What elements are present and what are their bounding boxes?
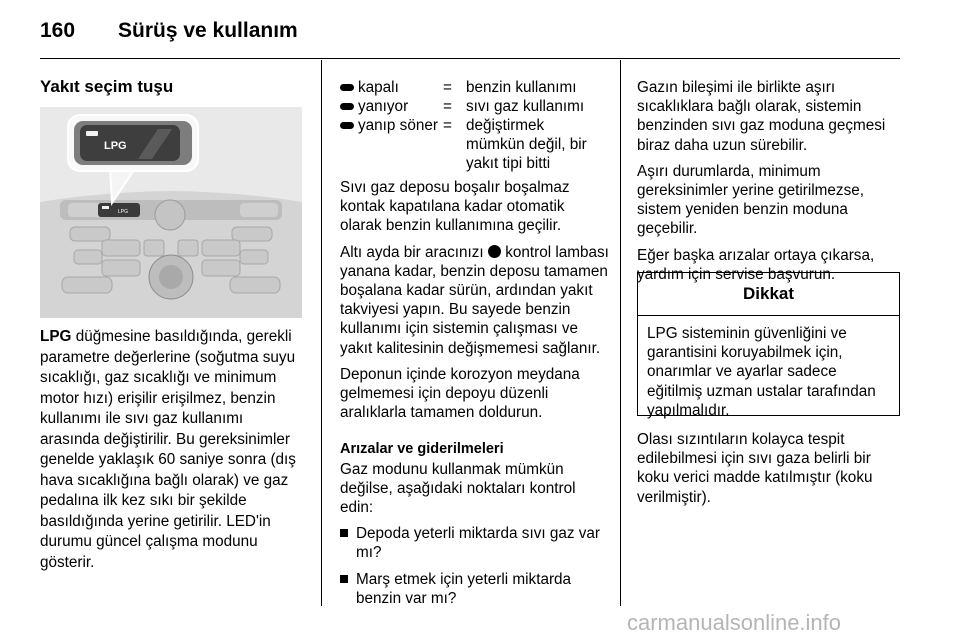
- page-title: Sürüş ve kullanım: [118, 19, 298, 42]
- legend-row-blink: [340, 116, 438, 135]
- column-3: [637, 78, 903, 284]
- bullet-text: Depoda yeterli miktarda sıvı gaz var mı?: [356, 525, 601, 562]
- legend-equals: =: [443, 79, 452, 96]
- legend-row-on: [340, 97, 408, 116]
- legend-meaning: benzin kullanımı: [466, 79, 577, 96]
- legend-state: yanıyor: [358, 98, 409, 115]
- led-legend: [340, 78, 610, 178]
- page-number: 160: [40, 19, 76, 42]
- col3-paragraph-3: Eğer başka arızalar ortaya çıkarsa, yardım için servise başvurun.: [637, 246, 875, 283]
- bullet-item: [340, 524, 610, 562]
- col2-p2-end: kontrol lambası yanana kadar, benzin deposu tamamen boşalana kadar sürün, ardından yakıt takviyesi yapın. Bu sayede benzin kullanımı için sistemin çalışması ve yakıt kalitesinin değişmemesi sağlanır.: [340, 243, 609, 357]
- header-rule: [40, 58, 900, 59]
- col2-paragraph-3: Deponun içinde korozyon meydana gelmemesi için depoyu düzenli aralıklarla tamamen doldurun.: [340, 365, 580, 422]
- legend-state: yanıp söner: [358, 117, 438, 134]
- section-title: Yakıt seçim tuşu: [40, 77, 174, 96]
- bullet-square-icon: [340, 529, 348, 537]
- led-blink-icon: [340, 122, 354, 129]
- column-1-text: [40, 327, 306, 573]
- col3-paragraph-1: Gazın bileşimi ile birlikte aşırı sıcaklıklara bağlı olarak, sistemin benzinden sıvı gaz moduna geçmesi biraz daha uzun sürebilir.: [637, 79, 886, 154]
- legend-equals: =: [443, 98, 452, 115]
- col2-paragraph-1: Sıvı gaz deposu boşalır boşalmaz kontak kapatılana kadar otomatik olarak benzin kullanımına geçilir.: [340, 179, 570, 235]
- lpg-bold-label: LPG: [40, 328, 72, 345]
- column-2: [340, 78, 610, 608]
- fuel-warning-lamp-icon: [488, 245, 501, 258]
- col2-paragraph-2: [340, 243, 610, 358]
- led-off-icon: [340, 84, 354, 91]
- legend-meaning: değiştirmek mümkün değil, bir yakıt tipi bitti: [466, 117, 587, 173]
- small-lpg-label: LPG: [118, 209, 129, 215]
- console-illustration: [40, 107, 302, 318]
- faults-intro: Gaz modunu kullanmak mümkün değilse, aşağıdaki noktaları kontrol edin:: [340, 460, 576, 517]
- faults-title: Arızalar ve giderilmeleri: [340, 441, 504, 458]
- column-divider-2: [620, 60, 621, 606]
- watermark: carmanualsonline.info: [627, 610, 842, 635]
- led-on-icon: [340, 103, 354, 110]
- col2-p2-start: Altı ayda bir aracınızı: [340, 243, 484, 261]
- legend-state: kapalı: [358, 79, 399, 96]
- console-drawing: [40, 107, 302, 318]
- page-header: [0, 0, 960, 60]
- col3-paragraph-2: Aşırı durumlarda, minimum gereksinimler yerine getirilmezse, sistem yeniden benzin moduna geçebilir.: [637, 162, 864, 238]
- col3-paragraph-4: Olası sızıntıların kolayca tespit edilebilmesi için sıvı gaza belirli bir koku verici madde katılmıştır (koku verilmiştir).: [637, 431, 873, 506]
- bullet-square-icon: [340, 575, 348, 583]
- legend-equals: =: [443, 117, 452, 134]
- lpg-paragraph-text: düğmesine basıldığında, gerekli parametre değerlerine (soğutma suyu sıcaklığı, gaz sıcaklığı ve minimum motor hızı) erişilir erişilmez, benzin kullanımı ile sıvı gaz kullanımı arasında değiştirilir. Bu gereksinimler genelde yaklaşık 60 saniye sonra (dış hava sıcaklığına bağlı olarak) ve gaz pedalına ilk kez sıkı bir şekilde basıldığında yerine getirilir. LED'in durumu güncel çalışma modunu gösterir.: [40, 328, 296, 571]
- lpg-paragraph: [40, 327, 306, 573]
- callout-lpg-label: LPG: [104, 140, 127, 152]
- bullet-text: Marş etmek için yeterli miktarda benzin var mı?: [356, 570, 572, 607]
- warning-text: LPG sisteminin güvenliğini ve garantisini koruyabilmek için, onarımlar ve ayarlar sadece eğitilmiş uzman ustalar tarafından yapılmalıdır.: [647, 325, 876, 419]
- legend-row-off: [340, 78, 399, 97]
- column-divider-1: [321, 60, 322, 606]
- warning-title: Dikkat: [638, 273, 899, 316]
- legend-meaning: sıvı gaz kullanımı: [466, 98, 585, 115]
- bullet-item: [340, 570, 610, 608]
- warning-box: [637, 272, 900, 419]
